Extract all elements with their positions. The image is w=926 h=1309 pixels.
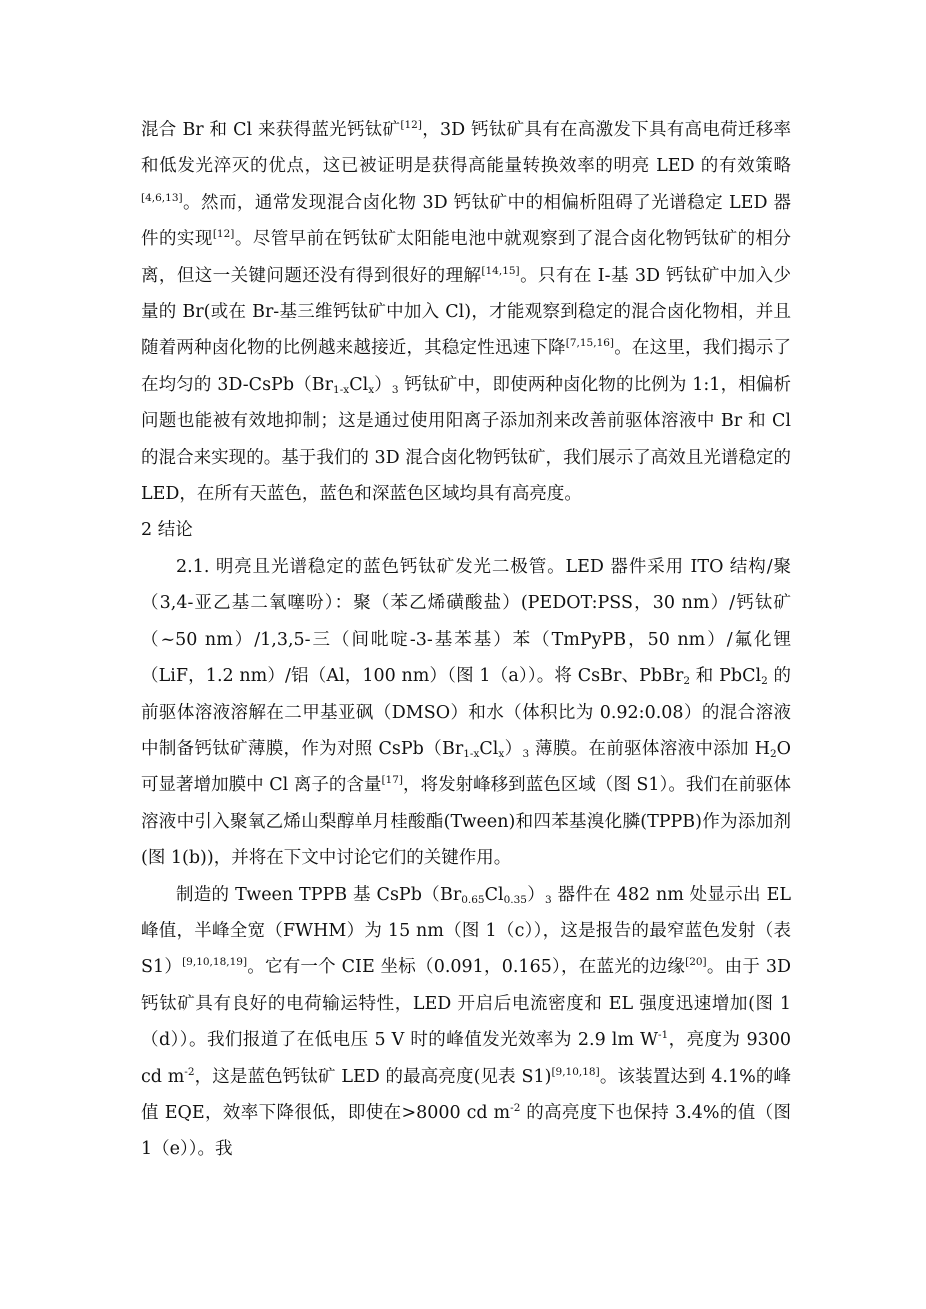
text-run: 。该装置达到 4.1%的峰值 EQE，效率下降很低，即使在>8000 cd m — [141, 1066, 791, 1123]
text-run: 制造的 Tween TPPB 基 CsPb（Br — [176, 884, 462, 905]
superscript: [9,10,18,19] — [182, 956, 248, 969]
subscript: 1-x — [333, 383, 350, 396]
superscript: [17] — [381, 774, 404, 787]
subscript: 1-x — [463, 747, 480, 760]
text-run: ，3D 钙钛矿具有在高激发下具有高电荷迁移率和低发光淬灭的优点，这已被证明是获得高能量转换效率的明亮 LED 的有效策略 — [141, 120, 791, 177]
text-run: 2.1. 明亮且光谱稳定的蓝色钙钛矿发光二极管。LED 器件采用 ITO 结构/聚（3,4-亚乙基二氧噻吩）：聚（苯乙烯磺酸盐）(PEDOT:PSS，30 nm）/钙钛矿（~50 nm）/1,3,5-三（间吡啶-3-基苯基）苯（TmPyPB，50 nm）/氟化锂（LiF，1.2 nm）/铝（Al，100 nm）（图 1（a））。将 CsBr、PbBr — [141, 556, 791, 687]
text-run: Cl — [349, 374, 369, 395]
superscript: [4,6,13] — [141, 191, 183, 204]
subscript: 2 — [769, 747, 777, 760]
paragraph-results — [141, 877, 791, 1168]
superscript: -1 — [657, 1029, 669, 1042]
superscript: [20] — [685, 956, 707, 969]
subscript: 0.65 — [461, 893, 485, 906]
text-run: ） — [504, 738, 523, 759]
text-run: 。由于 3D 钙钛矿具有良好的电荷输运特性，LED 开启后电流密度和 EL 强度迅速增加(图 1（d））。我们报道了在低电压 5 V 时的峰值发光效率为 2.9 lm W — [141, 957, 791, 1051]
superscript: -2 — [510, 1101, 521, 1114]
subscript: 0.35 — [503, 893, 527, 906]
text-run: ，这是蓝色钙钛矿 LED 的最高亮度(见表 S1) — [194, 1066, 552, 1087]
subscript: x — [498, 747, 505, 760]
text-run: 。它有一个 CIE 坐标（0.091，0.165），在蓝光的边缘 — [247, 957, 686, 978]
text-run: ） — [526, 884, 546, 905]
subscript: 3 — [545, 893, 552, 906]
text-run: 薄膜。在前驱体溶液中添加 H — [529, 738, 770, 759]
text-run: 器件在 482 nm 处显示出 EL 峰值，半峰全宽（FWHM）为 15 nm（图 1（c）），这是报告的最窄蓝色发射（表 S1） — [141, 884, 792, 978]
superscript: [9,10,18] — [551, 1065, 600, 1078]
superscript: [12] — [400, 119, 422, 131]
text-run: 和 PbCl — [690, 666, 762, 687]
subscript: 3 — [391, 383, 399, 396]
text-run: Cl — [484, 884, 504, 905]
text-run: 。尽管早前在钙钛矿太阳能电池中就观察到了混合卤化物钙钛矿的相分离，但这一关键问题还没有得到很好的理解 — [141, 229, 792, 286]
text-run: 。然而，通常发现混合卤化物 3D 钙钛矿中的相偏析阻碍了光谱稳定 LED 器件的实现 — [141, 192, 791, 250]
text-run: 的高亮度下也保持 3.4%的值（图 1（e））。我 — [141, 1102, 791, 1160]
subscript: 2 — [683, 675, 691, 688]
text-run: ，将发射峰移到蓝色区域（图 S1）。我们在前驱体溶液中引入聚氧乙烯山梨醇单月桂酸酯(Tween)和四苯基溴化膦(TPPB)作为添加剂(图 1(b))，并将在下文中讨论它们的关键作用。 — [141, 775, 791, 869]
superscript: [14,15] — [481, 264, 520, 277]
paragraph-device — [141, 549, 791, 877]
subscript: 3 — [522, 747, 530, 760]
superscript: [12] — [212, 228, 235, 241]
text-run: 的前驱体溶液溶解在二甲基亚砜（DMSO）和水（体积比为 0.92:0.08）的混合溶液中制备钙钛矿薄膜，作为对照 CsPb（Br — [141, 666, 791, 759]
text-run: O 可显著增加膜中 Cl 离子的含量 — [141, 738, 792, 796]
subscript: x — [368, 383, 375, 396]
text-run: 混合 Br 和 Cl 来获得蓝光钙钛矿 — [141, 120, 401, 140]
text-run: 。只有在 I-基 3D 钙钛矿中加入少量的 Br(或在 Br-基三维钙钛矿中加入 Cl)，才能观察到稳定的混合卤化物相，并且随着两种卤化物的比例越来越接近，其稳定性迅速下降 — [141, 265, 792, 359]
text-run: 钙钛矿中，即使两种卤化物的比例为 1:1，相偏析问题也能被有效地抑制；这是通过使用阳离子添加剂来改善前驱体溶液中 Br 和 Cl 的混合来实现的。基于我们的 3D 混合卤化物钙钛矿，我们展示了高效且光谱稳定的 LED，在所有天蓝色，蓝色和深蓝色区域均具有高亮度。 — [141, 374, 791, 505]
text-run: 。在这里，我们揭示了在均匀的 3D-CsPb（Br — [141, 338, 792, 395]
superscript: [7,15,16] — [565, 337, 615, 350]
subscript: 2 — [761, 675, 768, 688]
text-run: Cl — [479, 738, 499, 759]
superscript: -2 — [184, 1065, 195, 1078]
paragraph-intro — [141, 112, 791, 512]
text-run: ） — [374, 374, 392, 395]
text-run: ，亮度为 9300 cd m — [141, 1030, 791, 1087]
body-text — [141, 112, 791, 1168]
section-heading: 2 结论 — [141, 520, 193, 541]
